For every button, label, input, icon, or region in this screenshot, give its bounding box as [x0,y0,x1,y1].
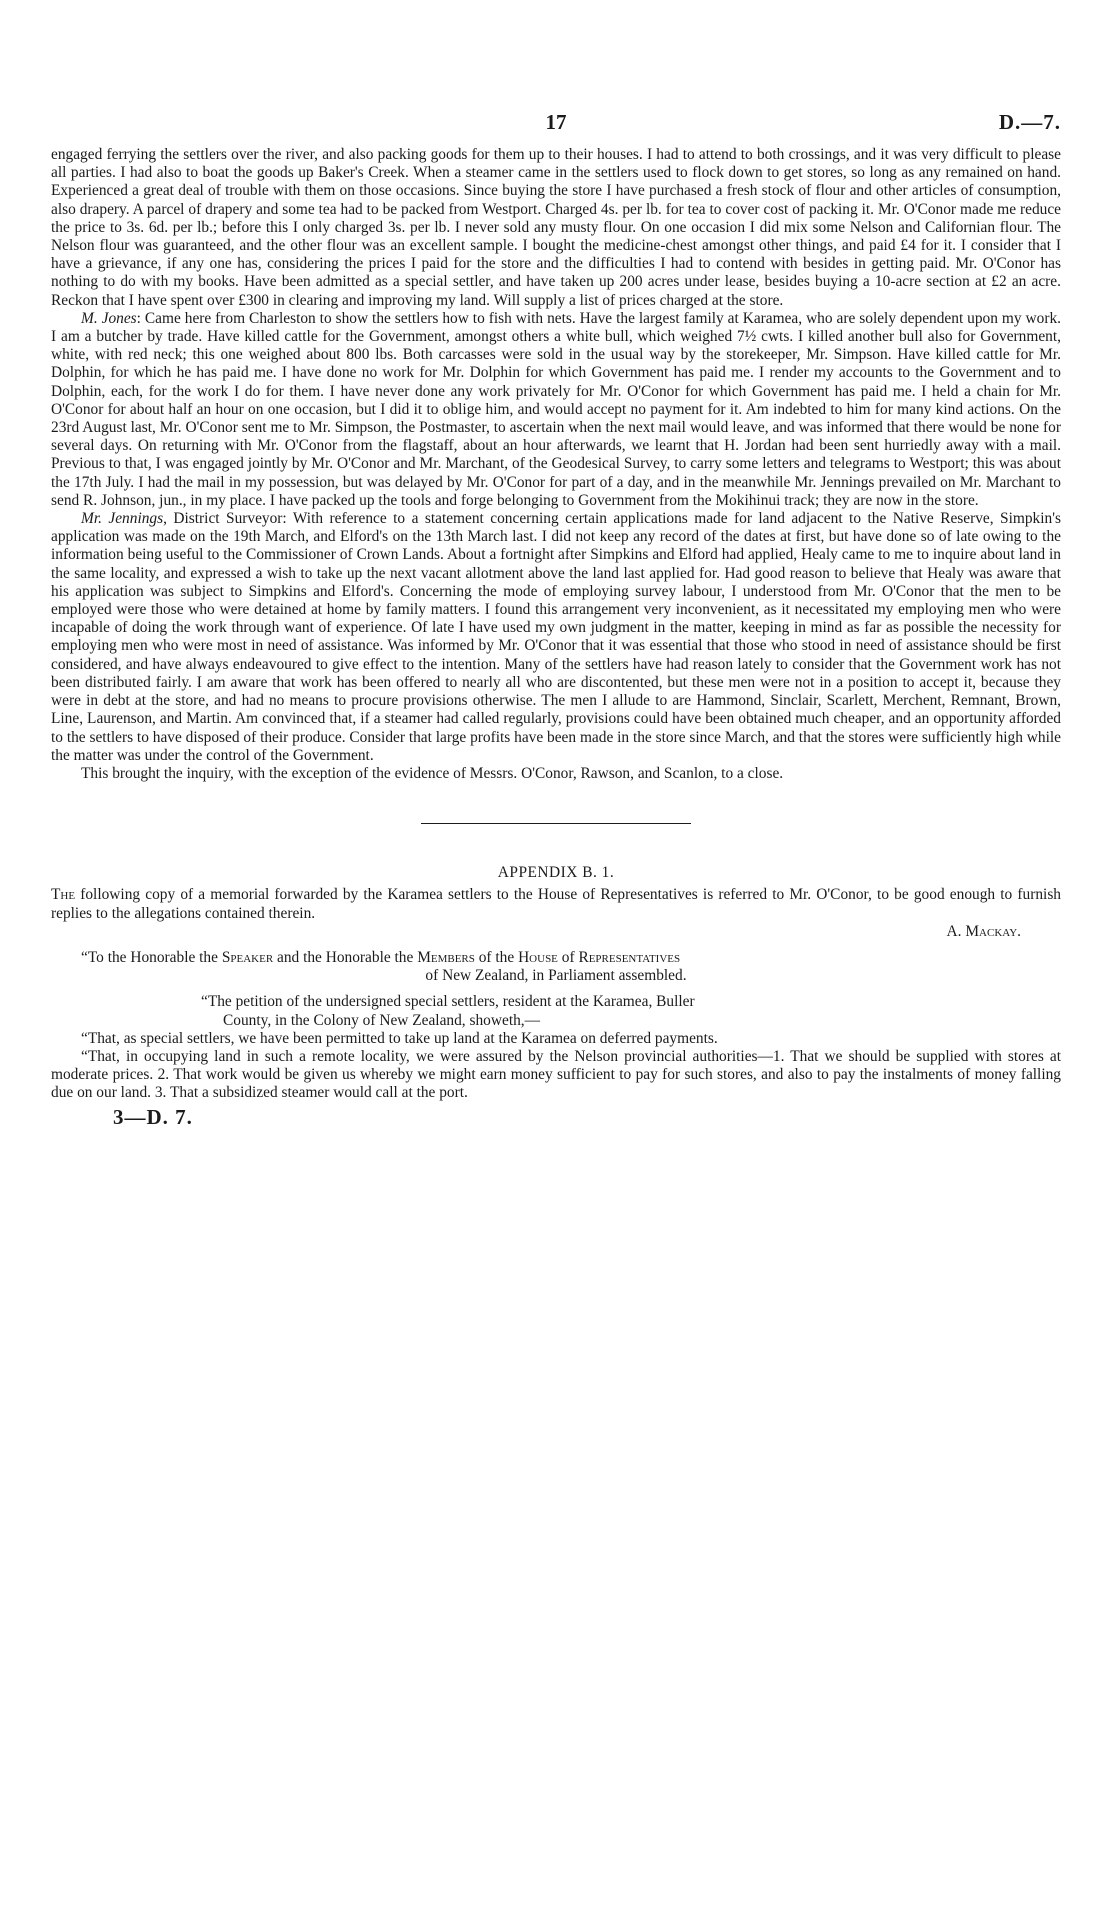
petition-lead-line-1: “The petition of the undersigned special settlers, resident at the Karamea, Buller [201,993,695,1011]
intro-text: following copy of a memorial forwarded by the Karamea settlers to the House of Representatives is referred to Mr. O'Conor, to be good enough to furnish replies to the allegations contained therein. [51,886,1061,922]
signature-mackay: A. Mackay. [946,922,1021,940]
document-page [51,110,1061,1130]
evidence-paragraph-continued: engaged ferrying the settlers over the river, and also packing goods for them up to their houses. I had to attend to both crossings, and it was very difficult to please all parties. I had also to boat the goods up Baker's Creek. When a steamer came in the settlers used to flock down to get stores, so long as any remained on hand. Experienced a great deal of trouble with them on those occasions. Since buying the store I have purchased a fresh stock of flour and other articles of consumption, also drapery. A parcel of drapery and some tea had to be packed from Westport. Charged 4s. per lb. for tea to cover cost of packing it. Mr. O'Conor made me reduce the price to 3s. 6d. per lb.; before this I only charged 3s. per lb. I never sold any musty flour. On one occasion I did mix some Nelson and Californian flour. The Nelson flour was guaranteed, and the other flour was an excellent sample. I bought the medicine-chest amongst other things, and paid £4 for it. I consider that I have a grievance, if any one has, considering the prices I paid for the store and the difficulties I had to contend with besides in getting paid. Mr. O'Conor has nothing to do with my books. Have been admitted as a special settler, and have taken up 200 acres under lease, besides buying a 10-acre section at £2 an acre. Reckon that I have spent over £300 in clearing and improving my land. Will supply a list of prices charged at the store. [51,146,1061,309]
address-members: Members [417,948,475,966]
appendix-title: APPENDIX B. 1. [497,864,615,882]
document-code: D.—7. [998,110,1061,134]
intro-first-word: The [51,886,76,904]
petition-paragraph-b: “That, in occupying land in such a remote locality, we were assured by the Nelson provincial authorities—1. That we should be supplied with stores at moderate prices. 2. That work would be given us whereby we might earn money sufficient to pay for such stores, and also to pay the instalments of money falling due on our land. 3. That a subsidized steamer would call at the port. [51,1047,1061,1102]
address-speaker: Speaker [221,948,274,966]
evidence-paragraph-jennings [51,510,1061,765]
petition-lead-line-2: County, in the Colony of New Zealand, showeth,— [223,1011,541,1029]
address-text: and the Honorable the [273,948,418,966]
address-text: of the [474,948,519,966]
evidence-paragraph-jones [51,310,1061,510]
address-text: “To the Honorable the [81,948,222,966]
memorial-address-line-2: of New Zealand, in Parliament assembled. [425,967,687,985]
signature-code: 3—D. 7. [113,1104,193,1129]
evidence-text: , District Surveyor: With reference to a statement concerning certain applications made for land adjacent to the Native Reserve, Simpkin's application was made on the 19th March, and Elford's on the 13th March last. I did not keep any record of the dates at first, but have done so of late owing to the information being useful to the Commissioner of Crown Lands. About a fortnight after Simpkins and Elford had applied, Healy came to me to inquire about land in the same locality, and expressed a wish to take up the next vacant allotment above the land last applied for. Had good reason to believe that Healy was aware that his application was subject to Simpkins and Elford's. Concerning the mode of employing survey labour, I understood from Mr. O'Conor that the men to be employed were those who were detained at home by family matters. I found this arrangement very inconvenient, as it necessitated my employing men who were incapable of doing the work through want of experience. Of late I have used my own judgment in the matter, keeping in mind as far as possible the necessity for employing men who were most in need of assistance. Was informed by Mr. O'Conor that it was essential that those who stood in need of assistance should be first considered, and have always endeavoured to give effect to the intention. Many of the settlers have had reason lately to consider that the Government work has not been distributed fairly. I am aware that work has been offered to nearly all who are discontented, but these men were not in a position to accept it, because they were in debt at the store, and had no means to procure provisions otherwise. The men I allude to are Hammond, Sinclair, Scarlett, Merchent, Remnant, Brown, Line, Laurenson, and Martin. Am convinced that, if a steamer had called regularly, provisions could have been obtained much cheaper, and an opportunity afforded to the settlers to have disposed of their produce. Consider that large profits have been made in the store since March, and that the stores were sufficiently high while the matter was under the control of the Government. [51,510,1061,764]
address-representatives: Representatives [578,948,681,966]
section-divider [421,823,691,824]
petition-paragraph-a: “That, as special settlers, we have been permitted to take up land at the Karamea on deferred payments. [81,1029,718,1047]
speaker-name: M. Jones [81,309,137,327]
address-house: House [518,948,558,966]
memorial-address [51,949,1061,967]
page-header [51,110,1061,146]
petition-lead [51,993,1061,1029]
closing-paragraph: This brought the inquiry, with the exception of the evidence of Messrs. O'Conor, Rawson, and Scanlon, to a close. [81,764,784,782]
page-number: 17 [545,110,567,134]
speaker-name: Mr. Jennings [81,510,164,528]
evidence-text: : Came here from Charleston to show the settlers how to fish with nets. Have the largest family at Karamea, who are solely dependent upon my work. I am a butcher by trade. Have killed cattle for the Government, amongst others a white bull, which weighed 7½ cwts. I killed another bull also for Government, white, with red neck; this one weighed about 800 lbs. Both carcasses were sold in the usual way by the storekeeper, Mr. Simpson. Have killed cattle for Mr. Dolphin, for which he has paid me. I have done no work for Mr. Dolphin for which Government has paid me. I render my accounts to the Government and to Dolphin, each, for the work I do for them. I have never done any work privately for Mr. O'Conor for which Government has paid me. I held a chain for Mr. O'Conor for about half an hour on one occasion, but I did it to oblige him, and would accept no payment for it. Am indebted to him for many kind actions. On the 23rd August last, Mr. O'Conor sent me to Mr. Simpson, the Postmaster, to ascertain when the next mail would leave, and was informed that there would be none for several days. On returning with Mr. O'Conor from the flagstaff, about an hour afterwards, we learnt that H. Jordan had been sent hurriedly away with a mail. Previous to that, I was engaged jointly by Mr. O'Conor and Mr. Marchant, of the Geodesical Survey, to carry some letters and telegrams to Westport; this was about the 17th July. I had the mail in my possession, but was delayed by Mr. O'Conor for part of a day, and in the meanwhile Mr. Jennings prevailed on Mr. Marchant to send R. Johnson, jun., in my place. I have packed up the tools and forge belonging to Government from the Mokihinui track; they are now in the store. [51,309,1061,509]
appendix-intro [51,886,1061,922]
address-text: of [557,948,579,966]
